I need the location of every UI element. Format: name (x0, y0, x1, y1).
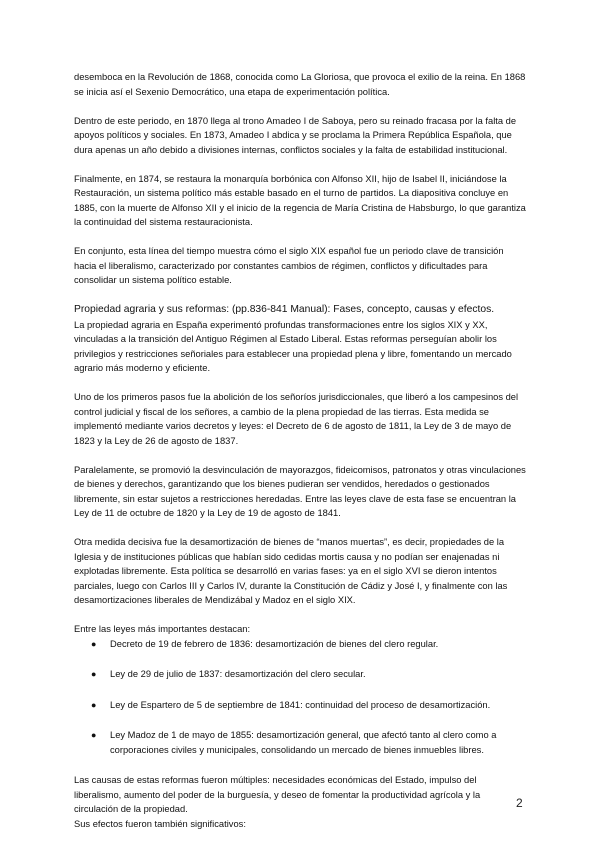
bullet-icon: ● (91, 730, 97, 740)
laws-list (74, 637, 526, 758)
paragraph-desvinculacion: Paralelamente, se promovió la desvinculación de mayorazgos, fideicomisos, patronatos y otras vinculaciones de bienes y derechos, garantizando que los bienes pudieran ser vendidos, heredados o gestionados libremente, sin estar sujetos a restricciones heredadas. Entre las leyes clave de esta fase se encuentran la Ley de 11 de octubre de 1820 y la Ley de 19 de agosto de 1841. (74, 464, 526, 518)
list-item: ● Ley de 29 de julio de 1837: desamortización del clero secular. (74, 667, 526, 682)
page-number: 2 (516, 796, 523, 810)
document-page (74, 70, 526, 831)
bullet-icon: ● (91, 669, 97, 679)
list-intro: Entre las leyes más importantes destacan: (74, 624, 251, 634)
list-item: ● Ley Madoz de 1 de mayo de 1855: desamortización general, que afectó tanto al clero como a corporaciones civiles y municipales, consolidando un mercado de bienes inmuebles libres. (91, 730, 497, 755)
section-intro: La propiedad agraria en España experimentó profundas transformaciones entre los siglos XIX y XX, vinculadas a la transición del Antiguo Régimen al Estado Liberal. Estas reformas perseguían abolir los privilegios y restricciones señoriales para establecer una propiedad plena y libre, fomentando un mercado agrario más moderno y eficiente. (74, 319, 512, 373)
bullet-icon: ● (91, 638, 97, 649)
paragraph-revolucion-1868: desemboca en la Revolución de 1868, conocida como La Gloriosa, que provoca el exilio de la reina. En 1868 se inicia así el Sexenio Democrático, una etapa de experimentación política. (74, 72, 526, 97)
paragraph-senorios: Uno de los primeros pasos fue la abolición de los señoríos jurisdiccionales, que liberó a los campesinos del control judicial y fiscal de los señores, a cambio de la plena propiedad de las tierras. Esta medida se implementó mediante varios decretos y leyes: el Decreto de 6 de agosto de 1811, la Ley de 3 de mayo de 1823 y la Ley de 26 de agosto de 1837. (74, 392, 519, 446)
section-heading: Propiedad agraria y sus reformas: (pp.836-841 Manual): Fases, concepto, causas y efectos. (74, 304, 495, 315)
bullet-icon: ● (91, 699, 97, 710)
paragraph-efectos: Sus efectos fueron también significativos: (74, 818, 246, 829)
list-item: ● Ley de Espartero de 5 de septiembre de 1841: continuidad del proceso de desamortización. (74, 698, 526, 713)
paragraph-causas: Las causas de estas reformas fueron múltiples: necesidades económicas del Estado, impulso del liberalismo, aumento del poder de la burguesía, y deseo de fomentar la productividad agrícola y la circulación de la propiedad. (74, 775, 481, 814)
paragraph-restauracion: Finalmente, en 1874, se restaura la monarquía borbónica con Alfonso XII, hijo de Isabel II, iniciándose la Restauración, un sistema político más estable basado en el turno de partidos. La diapositiva concluye en 1885, con la muerte de Alfonso XII y el inicio de la regencia de María Cristina de Habsburgo, lo que garantiza la continuidad del sistema restauracionista. (74, 173, 526, 227)
paragraph-propiedad-agraria (74, 302, 526, 376)
paragraph-desamortizacion: Otra medida decisiva fue la desamortización de bienes de “manos muertas”, es decir, propiedades de la Iglesia y de instituciones públicas que habían sido cedidas mortis causa y no podían ser enajenadas ni explotadas libremente. Esta política se desarrolló en varias fases: ya en el siglo XVI se dieron intentos parciales, luego con Carlos III y Carlos IV, durante la Constitución de Cádiz y José I, y finalmente con las desamortizaciones liberales de Mendizábal y Madoz en el siglo XIX. (74, 537, 508, 605)
list-item: ● Decreto de 19 de febrero de 1836: desamortización de bienes del clero regular. (74, 637, 526, 652)
paragraph-sexenio: Dentro de este periodo, en 1870 llega al trono Amadeo I de Saboya, pero su reinado fracasa por la falta de apoyos políticos y sociales. En 1873, Amadeo I abdica y se proclama la Primera República Española, que dura apenas un año debido a divisiones internas, conflictos sociales y la falta de estabilidad institucional. (74, 115, 517, 155)
paragraph-conjunto: En conjunto, esta línea del tiempo muestra cómo el siglo XIX español fue un periodo clave de transición hacia el liberalismo, caracterizado por constantes cambios de régimen, conflictos y dificultades para consolidar un sistema político estable. (74, 246, 504, 285)
